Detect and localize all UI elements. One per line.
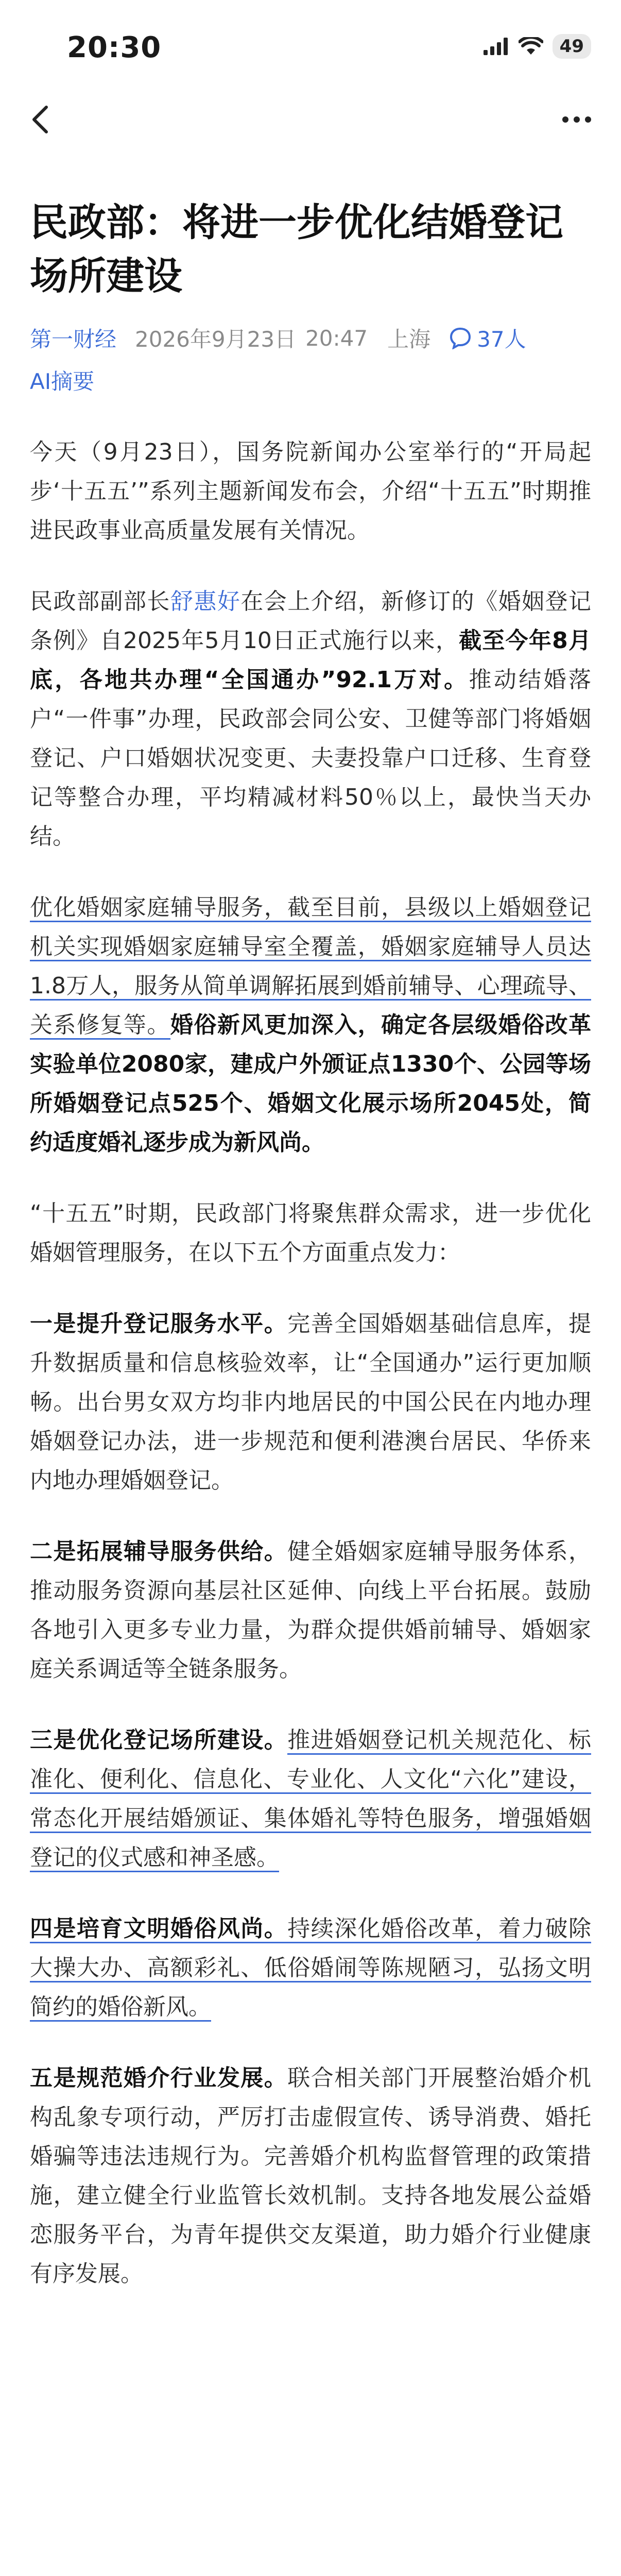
battery-indicator: 49 — [553, 34, 591, 59]
status-icons — [484, 34, 591, 59]
article-header — [30, 196, 591, 396]
paragraph-text: 完善全国婚姻基础信息库，提升数据质量和信息核验效率，让“全国通办”运行更加顺畅。出台男女双方均非内地居民的中国公民在内地办理婚姻登记办法，进一步规范和便利港澳台居民、华侨来内地办理婚姻登记。 — [30, 1311, 592, 1494]
dot-icon — [562, 116, 568, 123]
paragraph — [30, 888, 591, 1162]
publish-time: 20:47 — [305, 325, 368, 351]
dot-icon — [585, 116, 591, 123]
status-time: 20:30 — [67, 31, 162, 64]
paragraph — [30, 1721, 591, 1877]
paragraph — [30, 1304, 591, 1500]
article-meta — [30, 323, 591, 353]
paragraph-bold: 婚俗新风更加深入，确定各层级婚俗改革实验单位2080家，建成户外颁证点1330个、公园等场所婚姻登记点525个、婚姻文化展示场所2045处，简约适度婚礼逐步成为新风尚。 — [30, 1012, 592, 1156]
paragraph-bold: 截至今年8月底，各地共办理“全国通办”92.1万对。 — [30, 628, 591, 693]
paragraph-bold: 二是拓展辅导服务供给。 — [30, 1538, 288, 1565]
paragraph-text: 在会上介绍，新修订的《婚姻登记条例》自2025年5月10日正式施行以来， — [30, 588, 592, 654]
paragraph-text-underlined: 推进婚姻登记机关规范化、标准化、便利化、信息化、专业化、人文化“六化”建设，常态化开展结婚颁证、集体婚礼等特色服务，增强婚姻登记的仪式感和神圣感。 — [30, 1727, 591, 1872]
paragraph-text-underlined: 优化婚姻家庭辅导服务，截至目前，县级以上婚姻登记机关实现婚姻家庭辅导室全覆盖，婚姻家庭辅导人员达1.8万人，服务从简单调解拓展到婚前辅导、心理疏导、关系修复等。 — [30, 894, 591, 1040]
paragraph-bold: 五是规范婚介行业发展。 — [30, 2065, 288, 2091]
paragraph — [30, 2059, 591, 2294]
status-bar — [0, 0, 621, 93]
publish-location: 上海 — [387, 327, 431, 352]
paragraph — [30, 582, 591, 856]
chevron-left-icon — [30, 105, 50, 134]
wifi-icon — [519, 37, 543, 56]
paragraph-bold: 四是培育文明婚俗风尚。 — [30, 1916, 287, 1943]
nav-bar — [0, 93, 621, 149]
person-link[interactable]: 舒惠好 — [170, 588, 241, 615]
paragraph-bold: 三是优化登记场所建设。 — [30, 1727, 288, 1753]
paragraph-text-underlined: 持续深化婚俗改革，着力破除大操大办、高额彩礼、低俗婚闹等陈规陋习，弘扬文明简约的婚俗新风。 — [30, 1916, 591, 2022]
paragraph-text: 健全婚姻家庭辅导服务体系，推动服务资源向基层社区延伸、向线上平台拓展。鼓励各地引入更多专业力量，为群众提供婚前辅导、婚姻家庭关系调适等全链条服务。 — [30, 1538, 592, 1682]
article-body — [30, 433, 591, 2326]
comment-count: 37人 — [477, 327, 526, 352]
back-button[interactable] — [20, 99, 61, 140]
paragraph-text: 民政部副部长 — [30, 588, 170, 615]
paragraph-text: “十五五”时期，民政部门将聚焦群众需求，进一步优化婚姻管理服务，在以下五个方面重点发力： — [30, 1200, 591, 1266]
paragraph-text: 今天（9月23日），国务院新闻办公室举行的“开局起步‘十五五’”系列主题新闻发布会，介绍“十五五”时期推进民政事业高质量发展有关情况。 — [30, 439, 591, 544]
paragraph-text: 推动结婚落户“一件事”办理，民政部会同公安、卫健等部门将婚姻登记、户口婚姻状况变更、夫妻投靠户口迁移、生育登记等整合办理，平均精减材料50％以上，最快当天办结。 — [30, 667, 592, 850]
comment-icon — [449, 327, 472, 349]
ai-summary-link[interactable]: AI摘要 — [30, 369, 95, 394]
source-link[interactable]: 第一财经 — [30, 327, 117, 352]
dot-icon — [574, 116, 580, 123]
publish-date: 2026年9月23日 — [135, 327, 297, 352]
comment-count-button[interactable] — [449, 323, 526, 353]
paragraph — [30, 1909, 591, 2027]
more-options-button[interactable] — [551, 99, 602, 140]
paragraph — [30, 1194, 591, 1273]
paragraph-text: 联合相关部门开展整治婚介机构乱象专项行动，严厉打击虚假宣传、诱导消费、婚托婚骗等违法违规行为。完善婚介机构监督管理的政策措施，建立健全行业监管长效机制。支持各地发展公益婚恋服务平台，为青年提供交友渠道，助力婚介行业健康有序发展。 — [30, 2065, 592, 2287]
signal-icon — [484, 38, 509, 55]
paragraph — [30, 1532, 591, 1689]
paragraph — [30, 433, 591, 550]
paragraph-bold: 一是提升登记服务水平。 — [30, 1311, 288, 1337]
article-title: 民政部：将进一步优化结婚登记场所建设 — [30, 200, 563, 298]
